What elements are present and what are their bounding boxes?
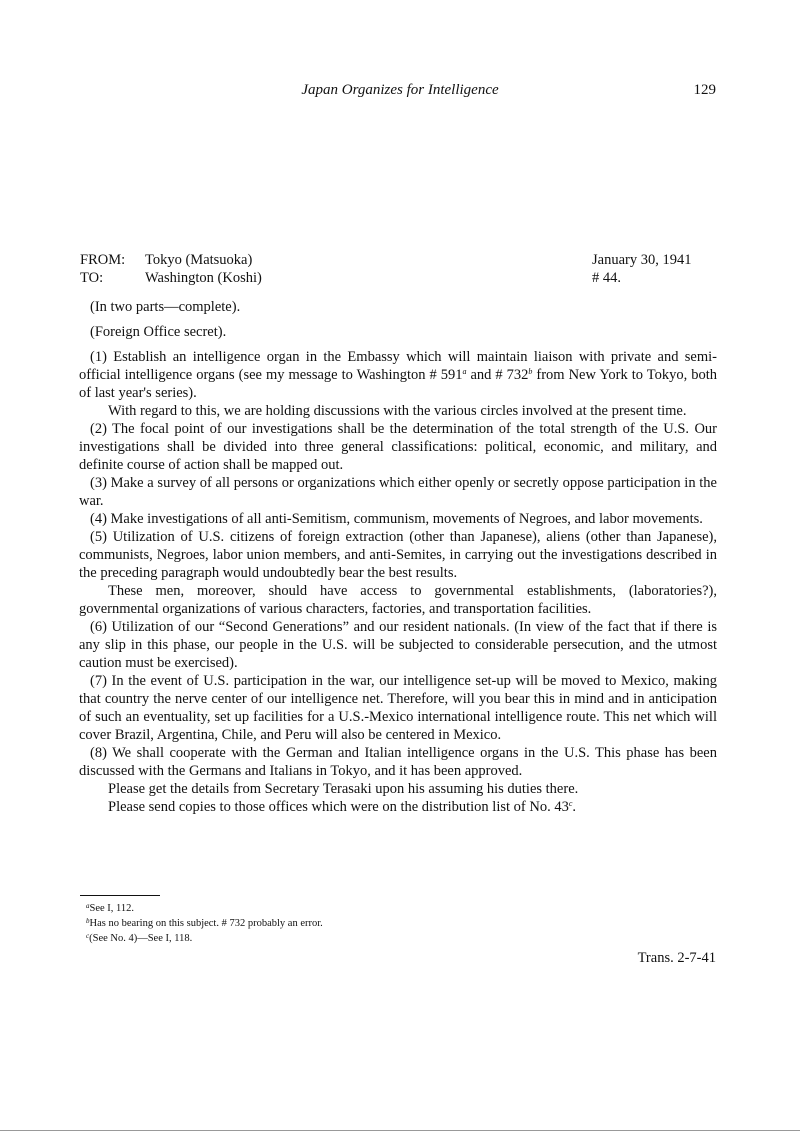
closing-copies-period: . <box>572 799 577 815</box>
translation-date: Trans. 2-7-41 <box>637 950 716 966</box>
to-label: TO: <box>80 270 104 286</box>
message-date: January 30, 1941 <box>592 252 692 268</box>
page-number: 129 <box>693 82 716 98</box>
to-value: Washington (Koshi) <box>145 270 262 286</box>
from-label: FROM: <box>80 252 126 268</box>
paragraph-7: (7) In the event of U.S. participation in the war, our intelligence set-up will be moved to Mexico, making that country the nerve center of our intelligence net. Therefore, will you bear this in mind and in anticipation of such an eventuality, set up facilities for a U.S.-Mexico international intelligence route. This net which will cover Brazil, Argentina, Chile, and Peru will also be centered in Mexico. <box>79 673 717 743</box>
footnote-b-mark: b <box>86 917 90 925</box>
footnote-c-text: (See No. 4)—See I, 118. <box>89 933 193 944</box>
page-bottom-edge <box>0 1130 800 1131</box>
paragraph-1-text-b: and # 732 <box>466 367 529 383</box>
paragraph-1-text-a: (1) Establish an intelligence organ in the Embassy which will maintain liaison with private and semi-official intelligence organs (see my message to Washington # 591 <box>79 349 717 383</box>
paragraph-5-continuation: These men, moreover, should have access to governmental establishments, (laboratories?), governmental organizations of various characters, factories, and transportation facilities. <box>79 583 717 617</box>
preamble-parts: (In two parts—complete). <box>90 299 241 315</box>
footnote-mark-a: a <box>462 367 467 376</box>
footnote-b <box>86 916 586 931</box>
running-head: Japan Organizes for Intelligence <box>301 82 499 98</box>
closing-details: Please get the details from Secretary Terasaki upon his assuming his duties there. <box>108 781 579 797</box>
footnote-mark-b: b <box>528 367 533 376</box>
message-body <box>79 298 717 816</box>
footnote-a <box>86 901 586 916</box>
footnote-mark-c: c <box>568 799 573 808</box>
message-number: # 44. <box>592 270 621 286</box>
paragraph-2: (2) The focal point of our investigations shall be the determination of the total strength of the U.S. Our investigations shall be divided into three general classifications: political, economic, and military, and definite course of action shall be mapped out. <box>79 421 717 473</box>
to-row <box>80 269 720 287</box>
paragraph-3: (3) Make a survey of all persons or organizations which either openly or secretly oppose participation in the war. <box>79 475 717 509</box>
footnote-c-mark: c <box>86 932 90 940</box>
preamble-secret: (Foreign Office secret). <box>90 324 227 340</box>
paragraph-6: (6) Utilization of our “Second Generations” and our resident nationals. (In view of the fact that if there is any slip in this phase, our people in the U.S. will be subjected to considerable persecution, and the utmost caution must be exercised). <box>79 619 717 671</box>
footnote-divider <box>80 895 160 896</box>
footnote-c <box>86 931 586 946</box>
paragraph-5: (5) Utilization of U.S. citizens of foreign extraction (other than Japanese), aliens (other than Japanese), communists, Negroes, labor union members, and anti-Semites, in carrying out the investigations described in the preceding paragraph would undoubtedly bear the best results. <box>79 529 717 581</box>
paragraph-1-text-c: from New York to Tokyo, both of last year's series). <box>79 367 717 401</box>
paragraph-4: (4) Make investigations of all anti-Semitism, communism, movements of Negroes, and labor movements. <box>90 511 703 527</box>
footnote-a-mark: a <box>86 902 90 910</box>
footnotes <box>86 901 586 946</box>
from-value: Tokyo (Matsuoka) <box>145 252 253 268</box>
footnote-b-text: Has no bearing on this subject. # 732 probably an error. <box>89 918 323 929</box>
closing-copies <box>108 798 717 816</box>
paragraph-1-continuation: With regard to this, we are holding discussions with the various circles involved at the present time. <box>108 403 687 419</box>
footnote-a-text: See I, 112. <box>89 903 135 914</box>
paragraph-8: (8) We shall cooperate with the German and Italian intelligence organs in the U.S. This phase has been discussed with the Germans and Italians in Tokyo, and it has been approved. <box>79 745 717 779</box>
closing-copies-text: Please send copies to those offices which were on the distribution list of No. 43 <box>108 799 569 815</box>
paragraph-1 <box>79 348 717 402</box>
message-header <box>80 251 720 287</box>
from-row <box>80 251 720 269</box>
